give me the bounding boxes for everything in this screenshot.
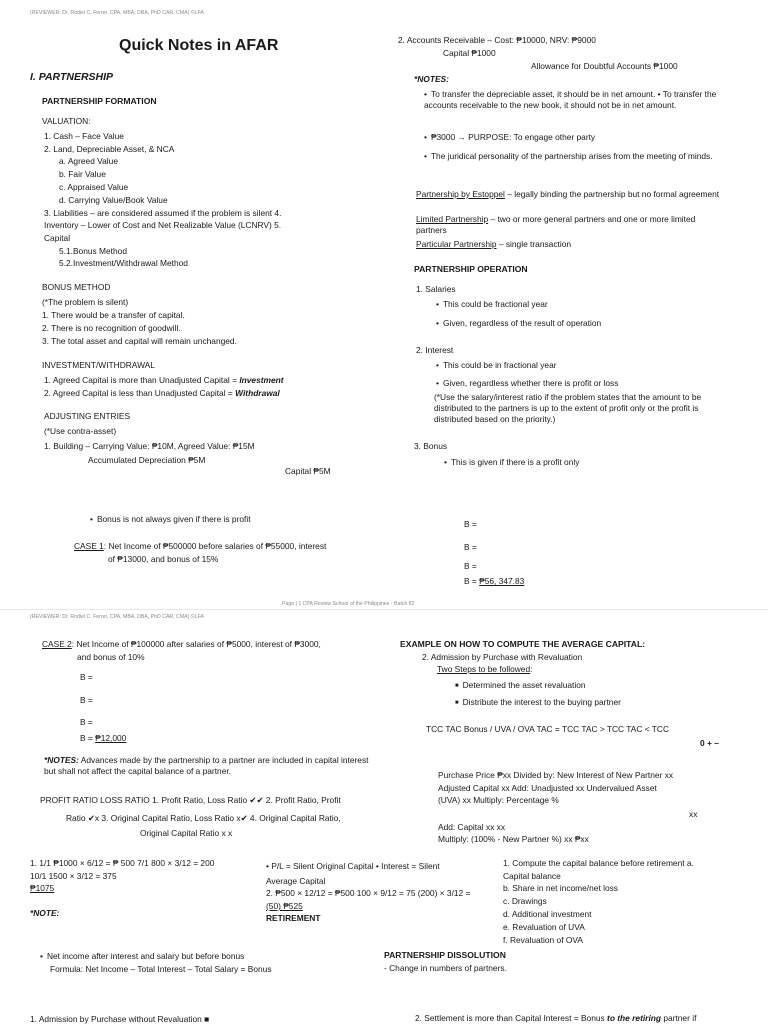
b-line: B =: [80, 672, 93, 682]
valuation-item: d. Carrying Value/Book Value: [59, 195, 168, 205]
settlement-line: 2. Settlement is more than Capital Interest = Bonus to the retiring partner if: [415, 1013, 697, 1023]
b-line: B =: [464, 561, 477, 571]
operation-heading: PARTNERSHIP OPERATION: [414, 264, 528, 274]
tcc-sign: 0 + –: [700, 738, 719, 748]
interest-note: (*Use the salary/interest ratio if the problem states that the amount to be distributed to the partners is up to the extent of profit only or the profit is distributed based on the priority.): [434, 392, 702, 424]
bonus-formula: Formula: Net Income – Total Interest – Total Salary = Bonus: [50, 964, 272, 974]
multiply-line: Multiply: (100% - New Partner %) xx ₱xx: [438, 834, 589, 844]
ratio-line-2: Ratio ✔x 3. Original Capital Ratio, Loss Ratio x✔ 4. Original Capital Ratio,: [66, 813, 341, 823]
particular-partnership: Particular Partnership – single transaction: [416, 239, 572, 249]
ratio-line-3: Original Capital Ratio x x: [140, 828, 233, 838]
investment-line-2: 2. Agreed Capital is less than Unadjusted Capital = Withdrawal: [44, 388, 280, 398]
calc-line-2: 10/1 1500 × 3/12 = 375: [30, 871, 117, 881]
adjusting-heading: ADJUSTING ENTRIES: [44, 411, 131, 421]
case-2: CASE 2: Net Income of ₱100000 after salaries of ₱5000, interest of ₱3000,: [42, 639, 321, 649]
valuation-item: 1. Cash – Face Value: [44, 131, 124, 141]
formation-heading: PARTNERSHIP FORMATION: [42, 96, 157, 106]
retire-item: 1. Compute the capital balance before retirement a.: [503, 858, 694, 868]
page-2: [0, 610, 768, 1024]
valuation-label: VALUATION:: [42, 116, 91, 126]
ar-line: 2. Accounts Receivable – Cost: ₱10000, NRV: ₱9000: [398, 35, 596, 45]
step-1: ■ Determined the asset revaluation: [455, 680, 586, 692]
note-label: *NOTE:: [30, 908, 60, 918]
salaries-bullet: • This could be fractional year: [436, 299, 548, 310]
b-line: B =: [464, 519, 477, 529]
page-title: Quick Notes in AFAR: [119, 37, 279, 54]
purchase-line-2: Adjusted Capital xx Add: Unadjusted xx Undervalued Asset: [438, 783, 657, 793]
purchase-xx: xx: [689, 809, 698, 819]
calc-line-3: ₱1075: [30, 883, 55, 893]
net-income-bullet: • Net income after interest and salary but before bonus: [40, 951, 244, 962]
reviewer-header: (REVIEWER: Dr. Rodiel C. Ferrer, CPA, MBA, DBA, PhD CAR, CMA) ©LFA: [30, 614, 204, 620]
adjusting-line-2: Accumulated Depreciation ₱5M: [88, 455, 206, 465]
interest-bullet: • Given, regardless whether there is profit or loss: [436, 378, 618, 389]
mid-line-1: • P/L = Silent Original Capital • Interest = Silent: [266, 861, 440, 871]
bonus-method-line: (*The problem is silent): [42, 297, 129, 307]
section-heading: I. PARTNERSHIP: [30, 71, 114, 83]
retire-item: d. Additional investment: [503, 909, 592, 919]
calc-line-1: 1. 1/1 ₱1000 × 6/12 = ₱ 500 7/1 800 × 3/12 = 200: [30, 858, 215, 868]
b-line: B =: [464, 542, 477, 552]
mid-line-3: 2. ₱500 × 12/12 = ₱500 100 × 9/12 = 75 (200) × 3/12 =: [266, 888, 471, 898]
interest-bullet: • This could be in fractional year: [436, 360, 557, 371]
notes-label: *NOTES:: [414, 74, 449, 84]
investment-line-1: 1. Agreed Capital is more than Unadjusted Capital = Investment: [44, 375, 284, 385]
bonus-note: • Bonus is not always given if there is profit: [90, 514, 251, 525]
ar-capital: Capital ₱1000: [443, 48, 496, 58]
ratio-line-1: PROFIT RATIO LOSS RATIO 1. Profit Ratio, Loss Ratio ✔✔ 2. Profit Ratio, Profit: [40, 795, 341, 805]
page-footer: Page | 1 CPA Review School of the Philippines - Batch 82: [282, 601, 415, 607]
dissolution-text: - Change in numbers of partners.: [384, 963, 507, 973]
note-2: • ₱3000 → PURPOSE: To engage other party: [424, 132, 595, 143]
case-1-cont: of ₱13000, and bonus of 15%: [108, 554, 219, 564]
limited-partnership: Limited Partnership – two or more general partners and one or more limited partners: [416, 214, 696, 235]
bonus-method-line: 1. There would be a transfer of capital.: [42, 310, 185, 320]
bonus: 3. Bonus: [414, 441, 448, 451]
purchase-line-1: Purchase Price ₱xx Divided by: New Interest of New Partner xx: [438, 770, 674, 780]
valuation-item: c. Appraised Value: [59, 182, 129, 192]
note-3: • The juridical personality of the partnership arises from the meeting of minds.: [424, 151, 729, 162]
valuation-item: a. Agreed Value: [59, 156, 118, 166]
valuation-item: Inventory – Lower of Cost and Net Realizable Value (LCNRV) 5.: [44, 220, 282, 230]
valuation-item: 5.1.Bonus Method: [59, 246, 127, 256]
b-line: B =: [80, 695, 93, 705]
ar-allowance: Allowance for Doubtful Accounts ₱1000: [531, 61, 678, 71]
example-heading: EXAMPLE ON HOW TO COMPUTE THE AVERAGE CAPITAL:: [400, 639, 646, 649]
salaries-bullet: • Given, regardless of the result of operation: [436, 318, 601, 329]
interest: 2. Interest: [416, 345, 454, 355]
bonus-method-line: 2. There is no recognition of goodwill.: [42, 323, 181, 333]
bonus-bullet: • This is given if there is a profit only: [444, 457, 579, 468]
retirement-heading: RETIREMENT: [266, 913, 321, 923]
retire-item: Capital balance: [503, 871, 561, 881]
valuation-item: Capital: [44, 233, 71, 243]
reviewer-header: (REVIEWER: Dr. Rodiel C. Ferrer, CPA, MBA, DBA, PhD CAR, CMA) ©LFA: [30, 10, 204, 16]
adjusting-line-3: Capital ₱5M: [285, 466, 331, 476]
retire-item: b. Share in net income/net loss: [503, 883, 618, 893]
b-result: B = ₱12,000: [80, 733, 127, 743]
two-steps: Two Steps to be followed:: [437, 664, 533, 674]
valuation-item: 2. Land, Depreciable Asset, & NCA: [44, 144, 175, 154]
investment-heading: INVESTMENT/WITHDRAWAL: [42, 360, 155, 370]
estoppel: Partnership by Estoppel – legally binding the partnership but no formal agreement: [416, 189, 720, 199]
purchase-line-3: (UVA) xx Multiply: Percentage %: [438, 795, 559, 805]
salaries: 1. Salaries: [416, 284, 456, 294]
add-capital: Add: Capital xx xx: [438, 822, 506, 832]
note-1: • To transfer the depreciable asset, it should be in net amount. • To transfer the accounts receivable to the new book, it should not be in net amount.: [424, 89, 740, 111]
notes-advances: *NOTES: Advances made by the partnership to a partner are included in capital interest but shall not affect the capital balance of a partner.: [44, 755, 369, 776]
dissolution-heading: PARTNERSHIP DISSOLUTION: [384, 950, 506, 960]
valuation-item: 3. Liabilities – are considered assumed if the problem is silent 4.: [44, 208, 282, 218]
retire-item: c. Drawings: [503, 896, 547, 906]
case-1: CASE 1: Net Income of ₱500000 before salaries of ₱55000, interest: [74, 541, 327, 551]
b-result: B = ₱56, 347.83: [464, 576, 525, 586]
adjusting-line-1: 1. Building – Carrying Value: ₱10M, Agreed Value: ₱15M: [44, 441, 255, 451]
valuation-item: 5.2.Investment/Withdrawal Method: [59, 258, 188, 268]
step-2: ■ Distribute the interest to the buying partner: [455, 697, 621, 709]
retire-item: e. Revaluation of UVA: [503, 922, 585, 932]
bonus-method-line: 3. The total asset and capital will remain unchanged.: [42, 336, 237, 346]
retire-item: f. Revaluation of OVA: [503, 935, 583, 945]
b-line: B =: [80, 717, 93, 727]
mid-line-2: Average Capital: [266, 876, 326, 886]
admission-without: 1. Admission by Purchase without Revaluation ■: [30, 1014, 210, 1024]
valuation-item: b. Fair Value: [59, 169, 106, 179]
adjusting-note: (*Use contra-asset): [44, 426, 117, 436]
bonus-method-heading: BONUS METHOD: [42, 282, 111, 292]
case-2-cont: and bonus of 10%: [77, 652, 145, 662]
tcc-line: TCC TAC Bonus / UVA / OVA TAC = TCC TAC > TCC TAC < TCC: [426, 724, 670, 734]
mid-line-4: (50) ₱525: [266, 901, 303, 911]
admission-reval: 2. Admission by Purchase with Revaluation: [422, 652, 583, 662]
